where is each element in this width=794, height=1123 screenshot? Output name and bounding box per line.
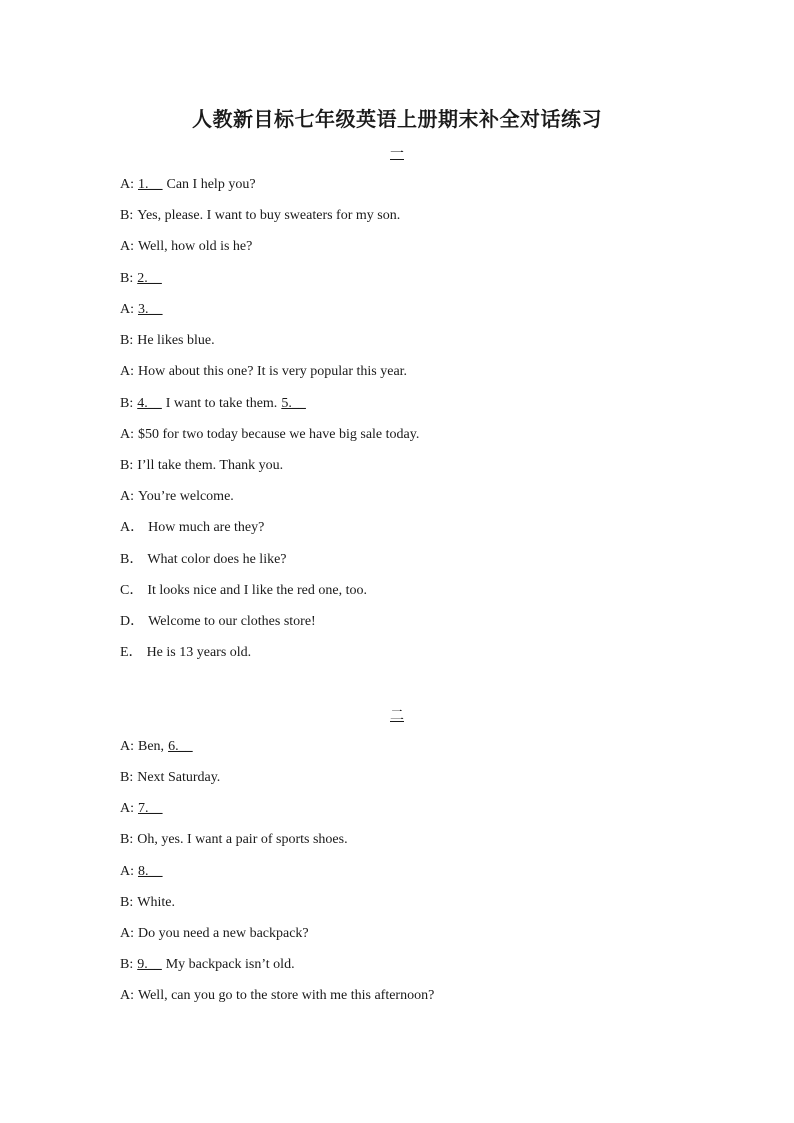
answer-blank: 6.__ (168, 739, 193, 754)
option-letter: D． (120, 614, 145, 629)
speaker-label: A: (120, 489, 134, 504)
dialogue-line (120, 238, 252, 256)
speaker-label: B: (120, 832, 134, 847)
answer-blank: 9.__ (137, 957, 162, 972)
speaker-label: A: (120, 302, 134, 317)
answer-blank: 7.__ (138, 801, 163, 816)
speaker-label: A: (120, 239, 134, 254)
dialogue-text: Can I help you? (166, 177, 256, 192)
dialogue-text: Next Saturday. (137, 770, 221, 785)
answer-blank: 3.__ (138, 302, 163, 317)
option-item (120, 613, 316, 631)
dialogue-line (120, 488, 234, 506)
dialogue-text: My backpack isn’t old. (165, 957, 295, 972)
dialogue-text: Well, can you go to the store with me this afternoon? (138, 988, 435, 1003)
speaker-label: A: (120, 364, 134, 379)
speaker-label: B: (120, 271, 134, 286)
dialogue-text: Yes, please. I want to buy sweaters for my son. (137, 208, 401, 223)
dialogue-line (120, 207, 400, 225)
option-text: Welcome to our clothes store! (148, 614, 316, 629)
speaker-label: B: (120, 208, 134, 223)
option-letter: E． (120, 645, 143, 660)
dialogue-line (120, 176, 256, 194)
speaker-label: B: (120, 458, 134, 473)
option-item (120, 644, 251, 662)
speaker-label: B: (120, 333, 134, 348)
speaker-label: B: (120, 396, 134, 411)
dialogue-line (120, 738, 193, 756)
dialogue-text: I want to take them. (165, 396, 278, 411)
dialogue-text: Ben, (138, 739, 165, 754)
dialogue-line (120, 395, 306, 413)
dialogue-line (120, 270, 162, 288)
dialogue-text: He likes blue. (137, 333, 215, 348)
option-letter: C． (120, 583, 144, 598)
option-text: He is 13 years old. (146, 645, 252, 660)
dialogue-line (120, 426, 419, 444)
dialogue-line (120, 769, 220, 787)
dialogue-line (120, 800, 163, 818)
answer-blank: 4.__ (137, 396, 162, 411)
dialogue-text: How about this one? It is very popular this year. (138, 364, 408, 379)
answer-blank: 1.__ (138, 177, 163, 192)
dialogue-line (120, 956, 295, 974)
speaker-label: A: (120, 739, 134, 754)
dialogue-line (120, 925, 309, 943)
dialogue-text: $50 for two today because we have big sale today. (138, 427, 420, 442)
section-2-heading: 二 (390, 709, 404, 724)
option-text: It looks nice and I like the red one, too. (147, 583, 368, 598)
dialogue-line (120, 863, 163, 881)
option-text: What color does he like? (147, 552, 287, 567)
dialogue-line (120, 301, 163, 319)
answer-blank: 5.__ (281, 396, 306, 411)
answer-blank: 8.__ (138, 864, 163, 879)
speaker-label: A: (120, 926, 134, 941)
speaker-label: A: (120, 177, 134, 192)
dialogue-text: Well, how old is he? (138, 239, 253, 254)
answer-blank: 2.__ (137, 271, 162, 286)
option-item (120, 551, 287, 569)
speaker-label: A: (120, 427, 134, 442)
option-item (120, 582, 367, 600)
speaker-label: B: (120, 895, 134, 910)
dialogue-line (120, 831, 348, 849)
dialogue-text: Oh, yes. I want a pair of sports shoes. (137, 832, 348, 847)
dialogue-text: Do you need a new backpack? (138, 926, 309, 941)
option-letter: A． (120, 520, 145, 535)
speaker-label: B: (120, 957, 134, 972)
document-title: 人教新目标七年级英语上册期末补全对话练习 (192, 107, 602, 131)
dialogue-line (120, 987, 434, 1005)
speaker-label: A: (120, 801, 134, 816)
section-1-heading: 一 (390, 147, 404, 162)
option-text: How much are they? (148, 520, 265, 535)
dialogue-text: White. (137, 895, 175, 910)
dialogue-line (120, 332, 215, 350)
option-letter: B． (120, 552, 144, 567)
speaker-label: A: (120, 864, 134, 879)
dialogue-line (120, 457, 283, 475)
dialogue-text: I’ll take them. Thank you. (137, 458, 284, 473)
speaker-label: A: (120, 988, 134, 1003)
dialogue-line (120, 894, 175, 912)
speaker-label: B: (120, 770, 134, 785)
option-item (120, 519, 264, 537)
dialogue-text: You’re welcome. (138, 489, 234, 504)
dialogue-line (120, 363, 407, 381)
